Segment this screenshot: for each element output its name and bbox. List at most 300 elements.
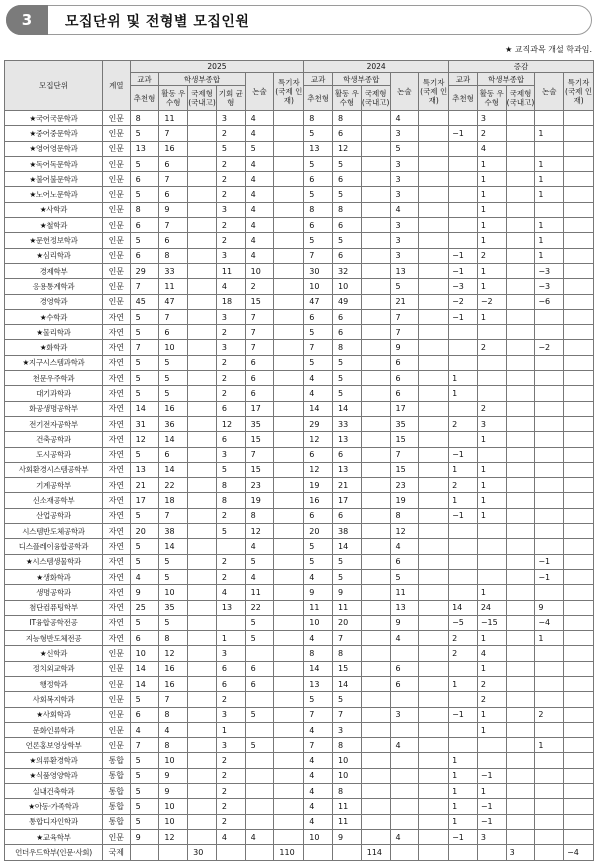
row-value: 3 <box>390 233 419 248</box>
row-value <box>564 248 594 263</box>
header-type: 계열 <box>102 61 130 111</box>
row-value: 4 <box>245 248 274 263</box>
row-unit: 통합디자인학과 <box>5 814 103 829</box>
row-value: 10 <box>159 585 188 600</box>
row-value: 5 <box>333 554 362 569</box>
row-value: 8 <box>159 707 188 722</box>
row-value: 4 <box>245 126 274 141</box>
row-unit: ★중어중문학과 <box>5 126 103 141</box>
row-value <box>361 829 390 844</box>
row-value <box>564 829 594 844</box>
row-value: 6 <box>304 508 333 523</box>
row-value <box>564 508 594 523</box>
row-value: 9 <box>130 829 159 844</box>
row-value <box>535 692 564 707</box>
row-value <box>449 738 478 753</box>
row-value <box>564 493 594 508</box>
header-unit: 모집단위 <box>5 61 103 111</box>
table-row <box>5 294 594 309</box>
row-value: −3 <box>449 279 478 294</box>
table-row <box>5 172 594 187</box>
row-value: 6 <box>390 676 419 691</box>
row-value <box>419 707 449 722</box>
row-value <box>274 340 304 355</box>
row-value: 3 <box>216 447 245 462</box>
row-value <box>274 707 304 722</box>
row-value: 12 <box>130 432 159 447</box>
row-value <box>274 233 304 248</box>
row-unit: 지능형반도체전공 <box>5 631 103 646</box>
row-value <box>188 738 217 753</box>
row-value <box>535 676 564 691</box>
row-value: 5 <box>333 156 362 171</box>
row-value <box>390 768 419 783</box>
row-value: 2 <box>245 279 274 294</box>
row-value <box>506 600 535 615</box>
row-value <box>419 202 449 217</box>
row-value: 5 <box>304 554 333 569</box>
row-value: 29 <box>304 416 333 431</box>
row-value: 1 <box>449 799 478 814</box>
row-value <box>274 279 304 294</box>
header-haksaeng: 학생부종합 <box>477 73 535 86</box>
table-row <box>5 692 594 707</box>
row-value <box>564 141 594 156</box>
table-row <box>5 309 594 324</box>
row-value: 5 <box>390 279 419 294</box>
row-value <box>274 676 304 691</box>
row-value: 5 <box>333 233 362 248</box>
row-unit: 천문우주학과 <box>5 371 103 386</box>
row-value <box>361 539 390 554</box>
row-value: 1 <box>477 478 506 493</box>
row-value <box>274 172 304 187</box>
row-value: 16 <box>159 676 188 691</box>
row-value <box>535 646 564 661</box>
row-value: 15 <box>333 661 362 676</box>
row-value: 14 <box>333 401 362 416</box>
row-value <box>274 111 304 126</box>
row-unit: 디스플레이융합공학과 <box>5 539 103 554</box>
row-unit: ★식품영양학과 <box>5 768 103 783</box>
row-value: 5 <box>130 233 159 248</box>
row-value <box>564 600 594 615</box>
row-value: 10 <box>304 615 333 630</box>
row-value: 18 <box>159 493 188 508</box>
row-value: 1 <box>535 156 564 171</box>
row-value <box>274 600 304 615</box>
row-value <box>419 615 449 630</box>
row-value <box>390 799 419 814</box>
row-value <box>361 600 390 615</box>
row-value <box>564 661 594 676</box>
row-value: 4 <box>390 202 419 217</box>
row-value <box>274 416 304 431</box>
row-value <box>564 371 594 386</box>
row-value: 6 <box>245 371 274 386</box>
row-value: −5 <box>449 615 478 630</box>
table-row <box>5 432 594 447</box>
row-value: 5 <box>216 462 245 477</box>
row-value: 1 <box>449 676 478 691</box>
row-value: −2 <box>535 340 564 355</box>
row-value: 13 <box>130 141 159 156</box>
row-value <box>333 845 362 860</box>
row-value: 1 <box>477 309 506 324</box>
row-value <box>274 371 304 386</box>
row-value <box>419 569 449 584</box>
row-value <box>274 462 304 477</box>
row-value: 5 <box>130 386 159 401</box>
row-value: 16 <box>304 493 333 508</box>
row-value <box>361 661 390 676</box>
row-value: −1 <box>477 814 506 829</box>
row-value <box>361 493 390 508</box>
row-value <box>274 478 304 493</box>
row-value <box>361 294 390 309</box>
row-value <box>130 845 159 860</box>
row-value: 30 <box>188 845 217 860</box>
row-value: 4 <box>216 279 245 294</box>
row-unit: ★생화학과 <box>5 569 103 584</box>
row-value <box>564 111 594 126</box>
row-value: 14 <box>304 401 333 416</box>
row-value: 6 <box>304 218 333 233</box>
row-type: 인문 <box>102 707 130 722</box>
table-row <box>5 707 594 722</box>
row-value: −4 <box>564 845 594 860</box>
row-value: 8 <box>304 111 333 126</box>
row-type: 인문 <box>102 233 130 248</box>
row-value <box>419 845 449 860</box>
row-value: 6 <box>304 447 333 462</box>
row-value <box>419 554 449 569</box>
row-value: 114 <box>361 845 390 860</box>
header-nonsul: 논술 <box>390 73 419 111</box>
row-value <box>564 340 594 355</box>
row-value <box>419 156 449 171</box>
row-value: 11 <box>216 263 245 278</box>
row-value: 1 <box>535 172 564 187</box>
row-value: 8 <box>333 202 362 217</box>
row-value: 3 <box>477 416 506 431</box>
row-value <box>419 294 449 309</box>
row-value: 7 <box>130 340 159 355</box>
row-value: 5 <box>130 554 159 569</box>
row-value: 8 <box>130 111 159 126</box>
row-value: 5 <box>130 692 159 707</box>
row-value <box>506 508 535 523</box>
row-unit: 기계공학부 <box>5 478 103 493</box>
row-value: 7 <box>304 248 333 263</box>
table-row <box>5 386 594 401</box>
row-value <box>564 784 594 799</box>
row-value <box>188 600 217 615</box>
row-value <box>188 615 217 630</box>
row-value: 10 <box>245 263 274 278</box>
row-value <box>390 845 419 860</box>
row-value: 6 <box>159 447 188 462</box>
table-row <box>5 111 594 126</box>
row-value: 5 <box>130 447 159 462</box>
row-value <box>245 814 274 829</box>
row-value <box>419 508 449 523</box>
row-value: 2 <box>216 325 245 340</box>
row-value: 13 <box>216 600 245 615</box>
row-value: 5 <box>159 554 188 569</box>
row-value: 49 <box>333 294 362 309</box>
row-value <box>564 554 594 569</box>
table-row <box>5 279 594 294</box>
row-value: −1 <box>449 447 478 462</box>
row-value <box>361 722 390 737</box>
row-value: 4 <box>304 814 333 829</box>
row-value: 8 <box>159 248 188 263</box>
row-value <box>361 141 390 156</box>
row-value <box>506 126 535 141</box>
row-value <box>535 784 564 799</box>
row-value <box>419 539 449 554</box>
row-value <box>188 569 217 584</box>
row-value <box>361 248 390 263</box>
row-value <box>506 447 535 462</box>
table-row <box>5 600 594 615</box>
table-row <box>5 218 594 233</box>
row-value <box>477 325 506 340</box>
row-value: 4 <box>245 156 274 171</box>
row-value <box>390 753 419 768</box>
header-teukgija: 특기자 (국제 인재) <box>274 73 304 111</box>
row-value <box>449 172 478 187</box>
row-value <box>361 615 390 630</box>
row-value <box>188 202 217 217</box>
row-value <box>419 600 449 615</box>
row-value: 3 <box>216 248 245 263</box>
row-value: 6 <box>130 631 159 646</box>
row-value <box>216 539 245 554</box>
row-value: 2 <box>216 569 245 584</box>
header-haksaeng: 학생부종합 <box>159 73 245 86</box>
row-value: 6 <box>159 233 188 248</box>
row-value <box>535 386 564 401</box>
row-type: 인문 <box>102 156 130 171</box>
row-value: 33 <box>333 416 362 431</box>
row-value: 12 <box>245 524 274 539</box>
row-value: 8 <box>333 646 362 661</box>
row-type: 인문 <box>102 692 130 707</box>
row-value <box>188 416 217 431</box>
header-kyogwa: 교과 <box>449 73 478 86</box>
row-value: 10 <box>159 799 188 814</box>
table-row <box>5 676 594 691</box>
row-value: 6 <box>333 325 362 340</box>
row-value: 5 <box>333 692 362 707</box>
row-value <box>449 539 478 554</box>
row-value: 9 <box>159 784 188 799</box>
table-row <box>5 493 594 508</box>
row-value <box>361 355 390 370</box>
row-value: 13 <box>333 432 362 447</box>
row-value <box>274 569 304 584</box>
row-value: 4 <box>159 722 188 737</box>
row-value <box>188 707 217 722</box>
row-value <box>506 692 535 707</box>
row-type: 자연 <box>102 386 130 401</box>
row-value <box>188 126 217 141</box>
row-value: 14 <box>159 539 188 554</box>
row-value: −2 <box>477 294 506 309</box>
row-value <box>535 814 564 829</box>
row-value <box>274 753 304 768</box>
row-value <box>564 218 594 233</box>
row-value: 4 <box>390 829 419 844</box>
row-value <box>449 845 478 860</box>
row-value <box>390 722 419 737</box>
table-row <box>5 784 594 799</box>
row-value: 1 <box>477 585 506 600</box>
row-value: 31 <box>130 416 159 431</box>
row-value <box>188 753 217 768</box>
row-value <box>564 478 594 493</box>
row-value <box>419 524 449 539</box>
section-title: 모집단위 및 전형별 모집인원 <box>65 14 250 30</box>
row-value <box>506 416 535 431</box>
row-value: 15 <box>390 462 419 477</box>
row-value: 1 <box>449 386 478 401</box>
row-unit: 전기전자공학부 <box>5 416 103 431</box>
row-value: 1 <box>477 187 506 202</box>
row-value <box>419 340 449 355</box>
row-value: 5 <box>130 325 159 340</box>
row-value <box>390 814 419 829</box>
row-value <box>506 753 535 768</box>
header-chuncheon: 추천형 <box>449 86 478 111</box>
row-value <box>274 141 304 156</box>
row-value: 17 <box>130 493 159 508</box>
row-value <box>419 462 449 477</box>
row-value <box>188 799 217 814</box>
row-value: 6 <box>304 172 333 187</box>
row-value <box>274 829 304 844</box>
row-value: 2 <box>216 799 245 814</box>
row-value <box>419 493 449 508</box>
row-value: 1 <box>449 784 478 799</box>
section-banner <box>6 5 592 35</box>
row-value: 1 <box>477 202 506 217</box>
header-hwaldong: 활동 우수형 <box>159 86 188 111</box>
row-unit: 신소재공학부 <box>5 493 103 508</box>
row-value <box>188 218 217 233</box>
row-value: 5 <box>333 386 362 401</box>
row-type: 인문 <box>102 279 130 294</box>
row-unit: ★아동·가족학과 <box>5 799 103 814</box>
row-value: 2 <box>477 401 506 416</box>
row-value: 5 <box>333 371 362 386</box>
row-type: 자연 <box>102 340 130 355</box>
row-value: 7 <box>333 631 362 646</box>
row-value: 5 <box>216 524 245 539</box>
row-value <box>477 355 506 370</box>
row-value <box>535 493 564 508</box>
row-value: 2 <box>449 631 478 646</box>
row-value <box>564 585 594 600</box>
row-value <box>361 508 390 523</box>
row-value <box>419 248 449 263</box>
row-value: 47 <box>159 294 188 309</box>
header-gihoe: 기회 균형 <box>216 86 245 111</box>
row-value <box>245 799 274 814</box>
row-value <box>564 401 594 416</box>
row-value <box>506 325 535 340</box>
row-value <box>361 692 390 707</box>
row-value: 12 <box>159 646 188 661</box>
row-value: 8 <box>159 631 188 646</box>
row-value: 38 <box>159 524 188 539</box>
row-type: 통합 <box>102 814 130 829</box>
row-value <box>477 371 506 386</box>
row-value <box>506 493 535 508</box>
header-gukje: 국제형 (국내고) <box>506 86 535 111</box>
row-value <box>506 631 535 646</box>
header-teukgija: 특기자 (국제 인재) <box>419 73 449 111</box>
row-value: 9 <box>390 615 419 630</box>
row-type: 자연 <box>102 355 130 370</box>
row-value: 4 <box>304 784 333 799</box>
row-unit: 응용통계학과 <box>5 279 103 294</box>
row-value: 10 <box>159 340 188 355</box>
footnote-note: ★ 교직과목 개설 학과임. <box>505 45 592 54</box>
row-value: 18 <box>216 294 245 309</box>
row-value: 4 <box>245 539 274 554</box>
row-type: 인문 <box>102 126 130 141</box>
row-value: 1 <box>449 814 478 829</box>
row-value <box>419 126 449 141</box>
row-value <box>564 569 594 584</box>
row-value <box>188 508 217 523</box>
row-value: 6 <box>159 325 188 340</box>
row-value: 13 <box>390 600 419 615</box>
table-row <box>5 126 594 141</box>
row-value: 4 <box>245 218 274 233</box>
table-row <box>5 248 594 263</box>
header-gukje: 국제형 (국내고) <box>188 86 217 111</box>
row-value <box>390 692 419 707</box>
row-value <box>449 187 478 202</box>
row-value <box>361 784 390 799</box>
row-value: 5 <box>304 325 333 340</box>
row-value: 9 <box>130 585 159 600</box>
row-unit: ★불어불문학과 <box>5 172 103 187</box>
row-value: 6 <box>216 661 245 676</box>
row-value: 1 <box>477 661 506 676</box>
row-value: 1 <box>449 462 478 477</box>
row-value <box>274 156 304 171</box>
row-value <box>419 218 449 233</box>
table-row <box>5 722 594 737</box>
row-value: 8 <box>304 646 333 661</box>
row-value: 2 <box>477 340 506 355</box>
row-unit: ★철학과 <box>5 218 103 233</box>
row-value <box>274 325 304 340</box>
row-value <box>216 845 245 860</box>
row-value: 1 <box>477 722 506 737</box>
row-value: 2 <box>477 126 506 141</box>
row-value <box>159 845 188 860</box>
row-value <box>564 631 594 646</box>
row-value <box>564 325 594 340</box>
row-value <box>274 263 304 278</box>
table-row <box>5 401 594 416</box>
